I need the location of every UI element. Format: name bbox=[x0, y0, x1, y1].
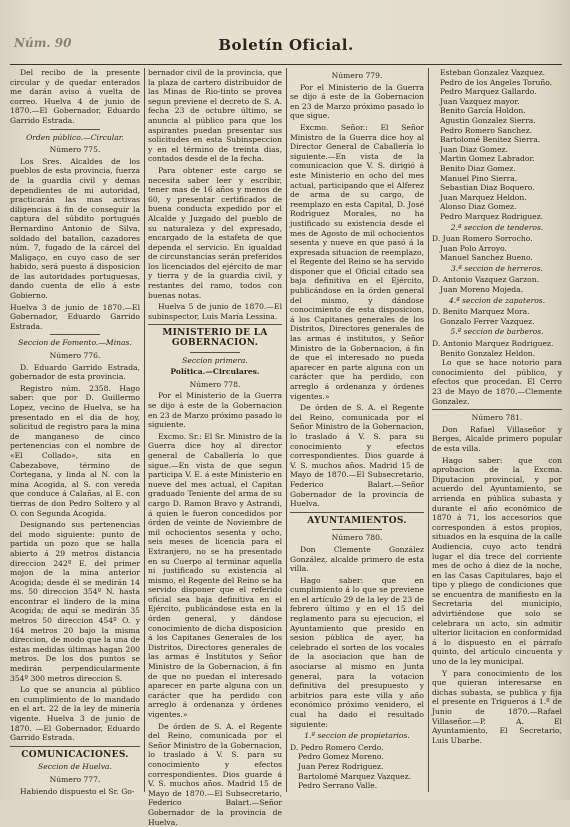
divider bbox=[50, 129, 100, 130]
list-item: D. Antonio Vazquez Garzon. bbox=[432, 275, 540, 285]
notice-number: Número 776. bbox=[49, 351, 101, 361]
notice-paragraph: Lo que se anuncia al público en cumplimiento de lo mandado en el art. 22 de la ley de minería vigente. Huelva 3 de junio de 1870. —El Gobernador, Eduardo Garrido Estrada. bbox=[10, 685, 140, 743]
list-item: Juan Perez Rodriguez. bbox=[298, 761, 384, 771]
notice-paragraph: Hago saber: que con aprobacion de la Excma. Diputacion provincial, y por acuerdo del Ayuntamiento, se arrienda en pública subasta y durante el año económico de 1870 á 71, los accesorios que corresponden á estos propios, situados en la esquina de la calle Audiencia, cuyo acto tendrá lugar el día trece del corriente mes de ocho á diez de la noche, en las Casas Capitulares, bajo el tipo y pliego de condiciones que se encuentra de manifiesto en la Secretaria del municipio, advirtiéndose que solo se celebrara un acto, sin admitir ulterior licitacion en conformidad á lo dispuesto en el párrafo quinto, del artículo cincuenta y uno de la ley municipal. bbox=[432, 455, 562, 667]
notice-paragraph: Lo que se hace notorio para conocimiento del público, y efectos que procedan. El Cerro 23 de Mayo de 1870.—Clemente Gonzalez. bbox=[432, 358, 562, 406]
list-heading: 5.ª seccion de barberos. bbox=[450, 327, 544, 337]
list-item: Pedro Gomez Moreno. bbox=[298, 752, 384, 762]
column-1 bbox=[10, 68, 140, 796]
list-item: Juan Diaz Gomez. bbox=[440, 144, 508, 154]
subsection-subheading: Política.—Circulares. bbox=[170, 367, 260, 377]
divider bbox=[332, 529, 382, 530]
notice-paragraph: Para obtener este cargo se necesita saber leer y escribir, tener mas de 16 años y menos de 60, y presentar certificados de buena conducta expedido por el Alcalde y Juzgado del pueblo de su naturaleza y del expresado, encargado de la estafeta de que dependa el servicio. En igualdad de circunstancias serán preferidos los licenciados del ejército de mar y tierra y de la guardia civil, y restantes del ramo, todos con buenas notas. bbox=[148, 165, 282, 300]
list-item: D. Antonio Marquez Rodriguez. bbox=[432, 339, 554, 349]
divider bbox=[290, 512, 424, 513]
list-item: Manuel Pino Sierra. bbox=[440, 173, 518, 183]
notice-paragraph: Don Clemente González González, alcalde primero de esta villa. bbox=[290, 544, 424, 574]
intro-paragraph: Del recibo de la presente circular y de quedar enterados me darán aviso á vuelta de correo. Huelva 4 de junio de 1870.—El Gobernador, Eduardo Garrido Estrada. bbox=[10, 68, 140, 125]
divider bbox=[50, 334, 100, 335]
columns bbox=[10, 68, 562, 827]
notice-number: Número 778. bbox=[189, 379, 241, 389]
list-item: Pedro Marquez Rodriguez. bbox=[440, 211, 544, 221]
list-item: Benito Gonzalez Heldon. bbox=[440, 348, 536, 358]
list-item: Martin Gomez Labrador. bbox=[440, 154, 535, 164]
notice-paragraph: De órden de S. A. el Regente del Reino, comunicada por el Señor Ministro de la Gobernacion, lo traslado á V. S. para su conocimiento y efectos correspondientes. Dios guarde á V. S. muchos años. Madrid 15 de Mayo de 1870.—El Subsecretario, Federico Balart.—Señor Gobernador de la provincia de Huelva. bbox=[148, 721, 282, 827]
notice-paragraph: Y para conocimiento de los que quieran interesarse en dichas subasta, se publica y fija el presente en Trigueros á 1.º de Junio de 1870.—Rafael Villaseñor.—P. A. El Ayuntamiento, El Secretario, Luis Ubarbe. bbox=[432, 668, 562, 745]
column-4 bbox=[432, 68, 562, 792]
notice-paragraph: Habiendo dispuesto el Sr. Go- bbox=[20, 786, 135, 796]
notice-number: Número 780. bbox=[331, 533, 383, 543]
list-heading: 2.ª seccion de tenderos. bbox=[450, 222, 544, 232]
minas-heading: Seccion de Fomento.—Minas. bbox=[18, 338, 132, 348]
order-heading: Orden público.—Circular. bbox=[26, 132, 124, 142]
list-item: D. Pedro Romero Cerdo. bbox=[290, 742, 384, 752]
notice-signature: Huelva 5 de junio de 1870.—El subinspector, Luis María Lessina. bbox=[148, 302, 282, 321]
name-list bbox=[432, 307, 562, 326]
list-item: Alonso Diaz Gomez. bbox=[440, 202, 517, 212]
list-item: Esteban Gonzalez Vazquez. bbox=[440, 68, 546, 77]
notice-number: Número 775. bbox=[49, 145, 101, 155]
list-item: Benito García Holdon. bbox=[440, 106, 526, 116]
column-divider bbox=[286, 68, 287, 792]
notice-paragraph: Hago saber: que en cumplimiento á lo que se previene en el artículo 29 de la ley de 23 de febrero último y en el 15 del reglamento para su ejecucion, el Ayuntamiento que presido en sesion pública de ayer, ha celebrado el sorteo de los vocales de la asociacion que han de asociarse al mismo en Junta general, para la votacion definitiva del presupuesto y arbitrios para este villa y año económico próximo venidero, el cual ha dado el resultado siguiente: bbox=[290, 575, 424, 729]
list-heading: 4.ª seccion de zapateros. bbox=[448, 295, 546, 305]
subsection-heading: Seccion de Huelva. bbox=[38, 762, 112, 772]
notice-paragraph: Los Sres. Alcaldes de los pueblos de esta provincia, fuerza de la guardia civil y demas dependientes de mi autoridad, practicarán las mas activas diligencias á fin de conseguir la captura del súbdito portugués Bernardino Antonio de Silva, soldado del batallon, cazadores núm. 7, fugado de la cárcel del Maligaço, en cuyo caso de ser habido, será puesto á disposicion de las autoridades portuguesas, dando cuenta de ello á este Gobierno. bbox=[10, 156, 140, 301]
list-item: Pedro Serrano Valle. bbox=[298, 781, 378, 791]
notice-paragraph: bernador civil de la provincia, que la plaza de cartero distribuidor de las Minas de Rio-tinto se provea segun previene el decreto de S. A. fecha 23 de octubre último, se anuncia al público para que los aspirantes puedan presentar sus solicitudes en esta Subinspeccion y en el término de treinta dias, contados desde el de la fecha. bbox=[148, 68, 282, 164]
page-header bbox=[10, 34, 562, 65]
column-3 bbox=[290, 68, 424, 792]
column-2 bbox=[148, 68, 282, 827]
gazette-title: Boletín Oficial. bbox=[218, 36, 354, 54]
name-list bbox=[432, 234, 562, 263]
name-list bbox=[290, 743, 424, 791]
list-heading: 3.ª seccion de herreros. bbox=[451, 263, 543, 273]
column-divider bbox=[428, 68, 429, 792]
list-item: Juan Marquez Heldon. bbox=[440, 192, 527, 202]
notice-number: Número 779. bbox=[331, 71, 383, 80]
notice-paragraph: Excmo. Sr.: El Sr. Ministro de la Guerra dice hoy al director general de Caballería lo que sigue.—En vista de que segun participa V. E. á este Ministerio en nueve del mes actual, el Capitan graduado Teniente del arma de su cargo D. Ramon Bravo y Astrandi, á quien le fueron concedidos por órden de veinte de Noviembre de mil ochocientos sesenta y ocho, seis meses de licencia para el Extranjero, no se ha presentado en su Cuerpo al terminar aquella ni justificado su existencia al mismo, el Regente del Reino se ha servido disponer que el referido oficial sea baja definitiva en el Ejército, publicándose esta en la órden general, y dándose conocimiento de dicha disposicion á los Capitanes Generales de los Distritos, Directores generales de las armas é Institutos y Señor Ministro de la Gobernacion, á fin de que no puedan el interesado aparecer en parte alguna con un carácter que ha perdido con arreglo á ordenanza y órdenes vigentes.» bbox=[148, 431, 282, 719]
list-item: Juan Polo Arroyo. bbox=[440, 243, 508, 253]
list-item: D. Juan Romero Sorrocho. bbox=[432, 234, 533, 244]
notice-paragraph: Excmo. Señor.: El Señor Ministro de la Guerra dice hoy al Director General de Caballería lo siguiente.—En vista de la comunicacion que V. S. dirigió á este Ministerio en ocho del mes actual, participando que el Alferez de arma de su cargo, de reemplazo en esta Capital, D. José Rodriguez Morales, no ha justificado su existencia desde el mes de Agosto de mil ochocientos sesenta y nueve en que pasó á la expresada situacion de reemplazo, el Regente del Reino se ha servido disponer que el Oficial citado sea baja definitiva en el Ejército, publicándose en la órden general del mismo, y dándose conocimiento de esta disposicion, á los Capitanes generales de los Distritos, Directores generales de las armas é institutos, y Señor Ministro de la Gobernacion, á fin de que el interesado no pueda aparecer en parte alguna con un carácter que ha perdido, con arreglo á ordenanza y órdenes vigentes.» bbox=[290, 122, 424, 401]
notice-paragraph: Registro núm. 2358. Hago saber: que por D. Guillermo Lopez, vecino de Huelva, se ha presentado en el dia de hoy, solicitud de registro para la mina de manganeso de cinco pertenencias con el nombre de «El Collado», sita en Cabezabove, término de Cortegana, y linda al N. con la mina Acogida, al S. con vereda que conduce á Calañas, al E. con tierras de don Pedro Soltero y al O. con Segunda Acogida. bbox=[10, 383, 140, 518]
list-item: Agustin Gonzalez Sierra. bbox=[440, 115, 536, 125]
list-item: Pedro de los Angeles Toruño. bbox=[440, 77, 553, 87]
divider bbox=[432, 409, 562, 410]
notice-paragraph: Don Rafael Villaseñor y Berges, Alcalde primero popular de esta villa. bbox=[432, 424, 562, 453]
divider bbox=[10, 746, 140, 747]
list-item: Juan Moreno Mojeda. bbox=[440, 285, 524, 295]
list-heading: 1.ª seccion de propietarios. bbox=[304, 731, 410, 741]
name-list bbox=[432, 68, 562, 222]
section-heading: AYUNTAMIENTOS. bbox=[307, 515, 407, 526]
divider bbox=[190, 352, 240, 353]
name-list bbox=[432, 339, 562, 358]
list-item: Benito Diaz Gomez. bbox=[440, 163, 516, 173]
list-item: D. Benito Marquez Mora. bbox=[432, 307, 530, 317]
subsection-heading: Seccion primera. bbox=[182, 355, 248, 365]
notice-number: Número 777. bbox=[49, 774, 101, 784]
list-item: Bartolomé Benitez Sierra. bbox=[440, 135, 541, 145]
list-item: Bartolomé Marquez Vazquez. bbox=[298, 771, 412, 781]
divider bbox=[148, 324, 282, 325]
list-item: Pedro Marquez Gallardo. bbox=[440, 87, 537, 97]
page-number: Núm. 90 bbox=[14, 36, 72, 50]
list-item: Gonzalo Ferrer Vazquez. bbox=[440, 316, 535, 326]
notice-paragraph: Por el Ministerio de la Guerra se dijo á este de la Gobernacion en 23 de Marzo próximo pasado lo que sigue. bbox=[290, 82, 424, 121]
notice-signature: Huelva 3 de junio de 1870.—El Gobernador, Eduardo Garrido Estrada. bbox=[10, 302, 140, 331]
list-item: Manuel Sanchez Bueno. bbox=[440, 253, 533, 263]
section-heading: COMUNICACIONES. bbox=[21, 749, 129, 760]
notice-paragraph: Designando sus pertenencias del modo siguiente: punto de partida un pozo que se halla abierto á 29 metros distancia direccion 242º E. del primer mojon de la mina anterior Acogida; desde él se medirán 14 ms. 50 direccion 354º N. hasta encontrar el lindero de la mina Acogida; de aquí se medirán 35 metros 50 direccion 454º O. y 164 metros 20 bajo la misma direccion, de modo que la una de estas medidas últimas hagan 200 metros. De los dos puntos se medirán perpendicularmente 354º 300 metros direccion S. bbox=[10, 520, 140, 683]
notice-paragraph: Por el Ministerio de la Guerra se dijo á este de la Gobernacion en 23 de Marzo próximo pasado lo siguiente. bbox=[148, 391, 282, 430]
section-heading: MINISTERIO DE LA GOBERNACION. bbox=[162, 328, 268, 349]
column-divider bbox=[144, 68, 145, 792]
notice-paragraph: D. Eduardo Garrido Estrada, gobernador de esta provincia. bbox=[10, 362, 140, 382]
name-list bbox=[432, 275, 562, 294]
list-item: Juan Vazquez mayor. bbox=[440, 96, 520, 106]
notice-paragraph: De órden de S. A. el Regente del Reino, comunicada por el Señor Ministro de la Gobernacion, lo traslado á V. S. para su conocimiento y efectos correspondientes. Dios guarde á V. S. muchos años. Madrid 15 de Mayo de 1870.—El Subsecretario, Federico Balart.—Señor Gobernador de la provincia de Huelva. bbox=[290, 403, 424, 509]
list-item: Sebastian Diaz Boquero. bbox=[440, 183, 535, 193]
list-item: Pedro Romero Sanchez. bbox=[440, 125, 533, 135]
notice-number: Número 781. bbox=[471, 413, 523, 423]
